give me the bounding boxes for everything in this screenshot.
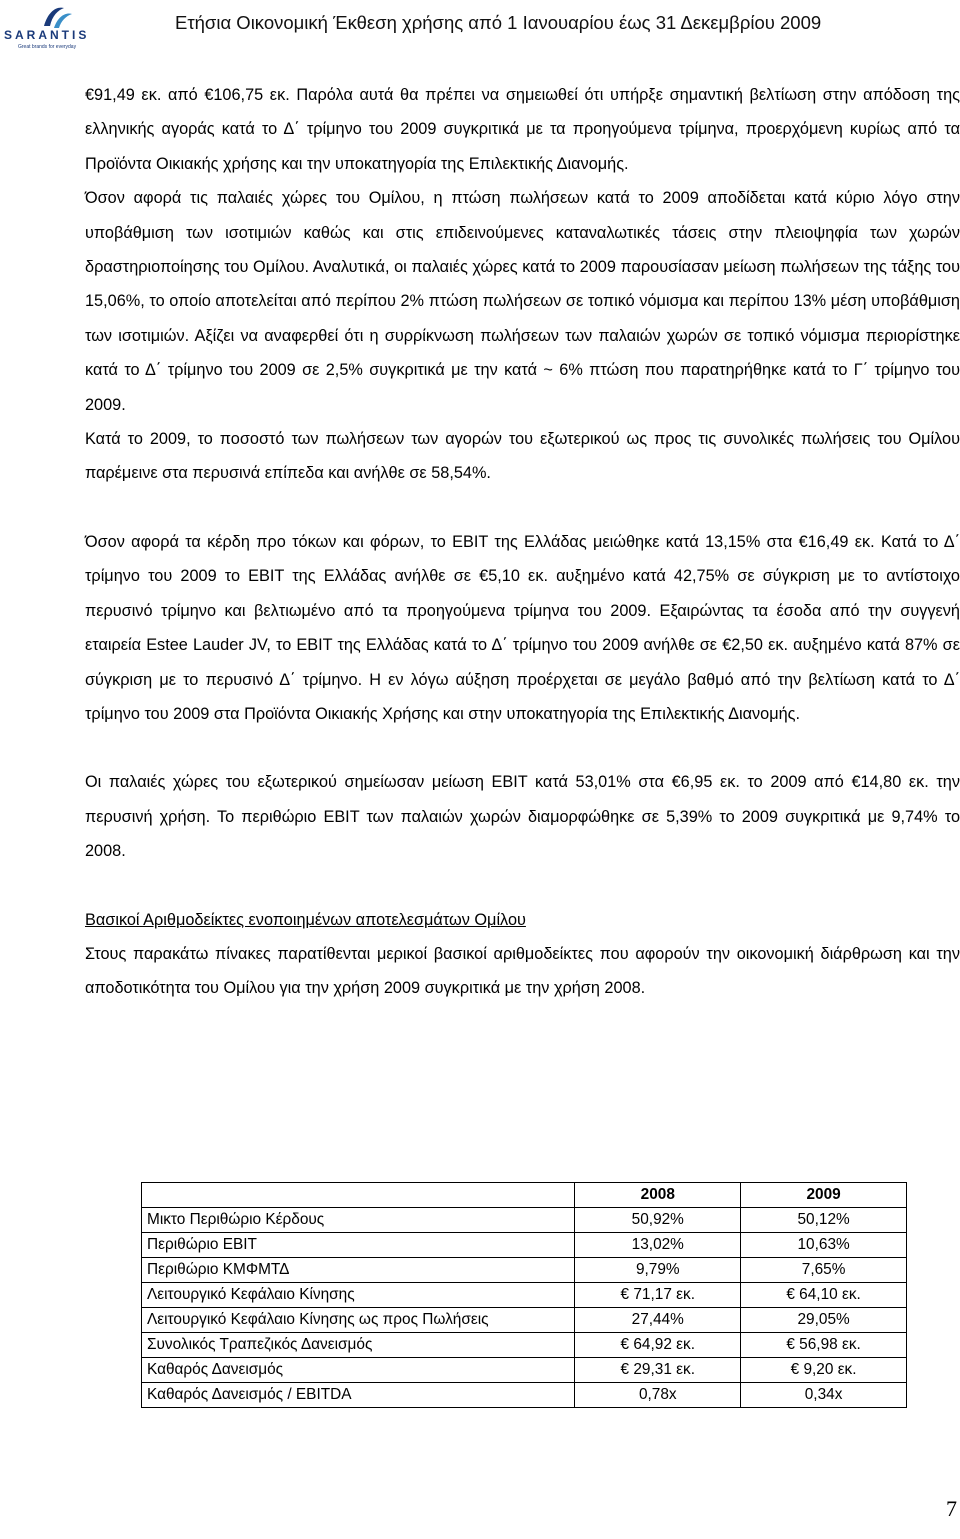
row-label: Μικτο Περιθώριο Κέρδους: [142, 1208, 575, 1233]
row-label: Καθαρός Δανεισμός / EBITDA: [142, 1383, 575, 1408]
paragraph-ratios-intro: Στους παρακάτω πίνακες παρατίθενται μερικοί βασικοί αριθμοδείκτες που αφορούν την οικονομική διάρθρωση και την αποδοτικότητα του Ομίλου για την χρήση 2009 συγκριτικά με την χρήση 2008.: [85, 944, 960, 998]
header-cell: [142, 1183, 575, 1208]
value-2008: 0,78x: [575, 1383, 741, 1408]
table-row: [142, 1358, 907, 1383]
document-title: Ετήσια Οικονομική Έκθεση χρήσης από 1 Ιανουαρίου έως 31 Δεκεμβρίου 2009: [175, 12, 822, 33]
logo-mark-icon: [4, 4, 112, 30]
document-body: [85, 78, 960, 1006]
header-cell: 2009: [741, 1183, 907, 1208]
value-2008: 13,02%: [575, 1233, 741, 1258]
section-heading: Βασικοί Αριθμοδείκτες ενοποιημένων αποτελεσμάτων Ομίλου: [85, 910, 526, 929]
value-2009: 0,34x: [741, 1383, 907, 1408]
logo-tagline: Great brands for everyday: [18, 44, 77, 50]
table-row: [142, 1208, 907, 1233]
value-2009: 10,63%: [741, 1233, 907, 1258]
table-row: [142, 1233, 907, 1258]
row-label: Συνολικός Τραπεζικός Δανεισμός: [142, 1333, 575, 1358]
paragraph-old-countries-sales: Όσον αφορά τις παλαιές χώρες του Ομίλου, η πτώση πωλήσεων κατά το 2009 αποδίδεται κατά κύριο λόγο στην υποβάθμιση των ισοτιμιών καθώς και στις επιδεινούμενες καταναλωτικές τάσεις στην πλειοψηφία των χωρών δραστηριοποίησης του Ομίλου. Αναλυτικά, οι παλαιές χώρες κατά το 2009 παρουσίασαν μείωση πωλήσεων της τάξης του 15,06%, το οποίο αποτελείται από περίπου 2% πτώση πωλήσεων σε τοπικό νόμισμα και περίπου 13% μέση υποβάθμιση των ισοτιμιών. Αξίζει να αναφερθεί ότι η συρρίκνωση πωλήσεων των παλαιών χωρών σε τοπικό νόμισμα περιορίστηκε κατά το Δ΄ τρίμηνο του 2009 σε 2,5% συγκριτικά με την κατά ~ 6% πτώση που παρατηρήθηκε κατά το Γ΄ τρίμηνο του 2009.: [85, 189, 960, 414]
table-row: [142, 1333, 907, 1358]
paragraph-greek-market: €91,49 εκ. από €106,75 εκ. Παρόλα αυτά θα πρέπει να σημειωθεί ότι υπήρξε σημαντική βελτίωση στην απόδοση της ελληνικής αγοράς κατά το Δ΄ τρίμηνο του 2009 συγκριτικά με τα προηγούμενα τρίμηνα, προερχόμενη κυρίως από τα Προϊόντα Οικιακής χρήσης και την υποκατηγορία της Επιλεκτικής Διανομής.: [85, 86, 960, 173]
sarantis-logo: [4, 4, 112, 54]
value-2009: 7,65%: [741, 1258, 907, 1283]
paragraph-foreign-sales-share: Κατά το 2009, το ποσοστό των πωλήσεων των αγορών του εξωτερικού ως προς τις συνολικές πωλήσεις του Ομίλου παρέμεινε στα περυσινά επίπεδα και ανήλθε σε 58,54%.: [85, 430, 960, 483]
row-label: Καθαρός Δανεισμός: [142, 1358, 575, 1383]
value-2008: 27,44%: [575, 1308, 741, 1333]
value-2009: € 9,20 εκ.: [741, 1358, 907, 1383]
value-2008: 9,79%: [575, 1258, 741, 1283]
row-label: Περιθώριο EBIT: [142, 1233, 575, 1258]
table-row: [142, 1383, 907, 1408]
page-header: [0, 0, 960, 60]
value-2009: € 64,10 εκ.: [741, 1283, 907, 1308]
table-row: [142, 1308, 907, 1333]
row-label: Λειτουργικό Κεφάλαιο Κίνησης ως προς Πωλήσεις: [142, 1308, 575, 1333]
table-row: [142, 1258, 907, 1283]
ratios-table: [141, 1182, 907, 1408]
logo-wordmark: SARANTIS: [4, 28, 90, 42]
row-label: Λειτουργικό Κεφάλαιο Κίνησης: [142, 1283, 575, 1308]
paragraph-greece-ebit: Όσον αφορά τα κέρδη προ τόκων και φόρων, το EBIT της Ελλάδας μειώθηκε κατά 13,15% στα €16,49 εκ. Κατά το Δ΄ τρίμηνο του 2009 το EBIT της Ελλάδας ανήλθε σε €5,10 εκ. αυξημένο κατά 42,75% σε σύγκριση με το αντίστοιχο περυσινό τρίμηνο και βελτιωμένο από τα προηγούμενα τρίμηνα του 2009. Εξαιρώντας τα έσοδα από την συγγενή εταιρεία Estee Lauder JV, το EBIT της Ελλάδας κατά το Δ΄ τρίμηνο του 2009 ανήλθε σε €2,50 εκ. αυξημένο κατά 87% σε σύγκριση με το περυσινό Δ΄ τρίμηνο. Η εν λόγω αύξηση προέρχεται σε μεγάλο βαθμό από την βελτίωση κατά το Δ΄ τρίμηνο του 2009 στα Προϊόντα Οικιακής Χρήσης και στην υποκατηγορία της Επιλεκτικής Διανομής.: [85, 532, 960, 723]
header-cell: 2008: [575, 1183, 741, 1208]
value-2008: € 71,17 εκ.: [575, 1283, 741, 1308]
table-header-row: [142, 1183, 907, 1208]
table-row: [142, 1283, 907, 1308]
value-2008: € 64,92 εκ.: [575, 1333, 741, 1358]
page-number: 7: [946, 1496, 957, 1521]
value-2008: € 29,31 εκ.: [575, 1358, 741, 1383]
value-2009: € 56,98 εκ.: [741, 1333, 907, 1358]
value-2008: 50,92%: [575, 1208, 741, 1233]
value-2009: 50,12%: [741, 1208, 907, 1233]
value-2009: 29,05%: [741, 1308, 907, 1333]
paragraph-old-countries-ebit: Οι παλαιές χώρες του εξωτερικού σημείωσαν μείωση EBIT κατά 53,01% στα €6,95 εκ. το 2009 από €14,80 εκ. την περυσινή χρήση. Το περιθώριο EBIT των παλαιών χωρών διαμορφώθηκε σε 5,39% το 2009 συγκριτικά με 9,74% το 2008.: [85, 773, 960, 861]
row-label: Περιθώριο ΚΜΦΜΤΔ: [142, 1258, 575, 1283]
